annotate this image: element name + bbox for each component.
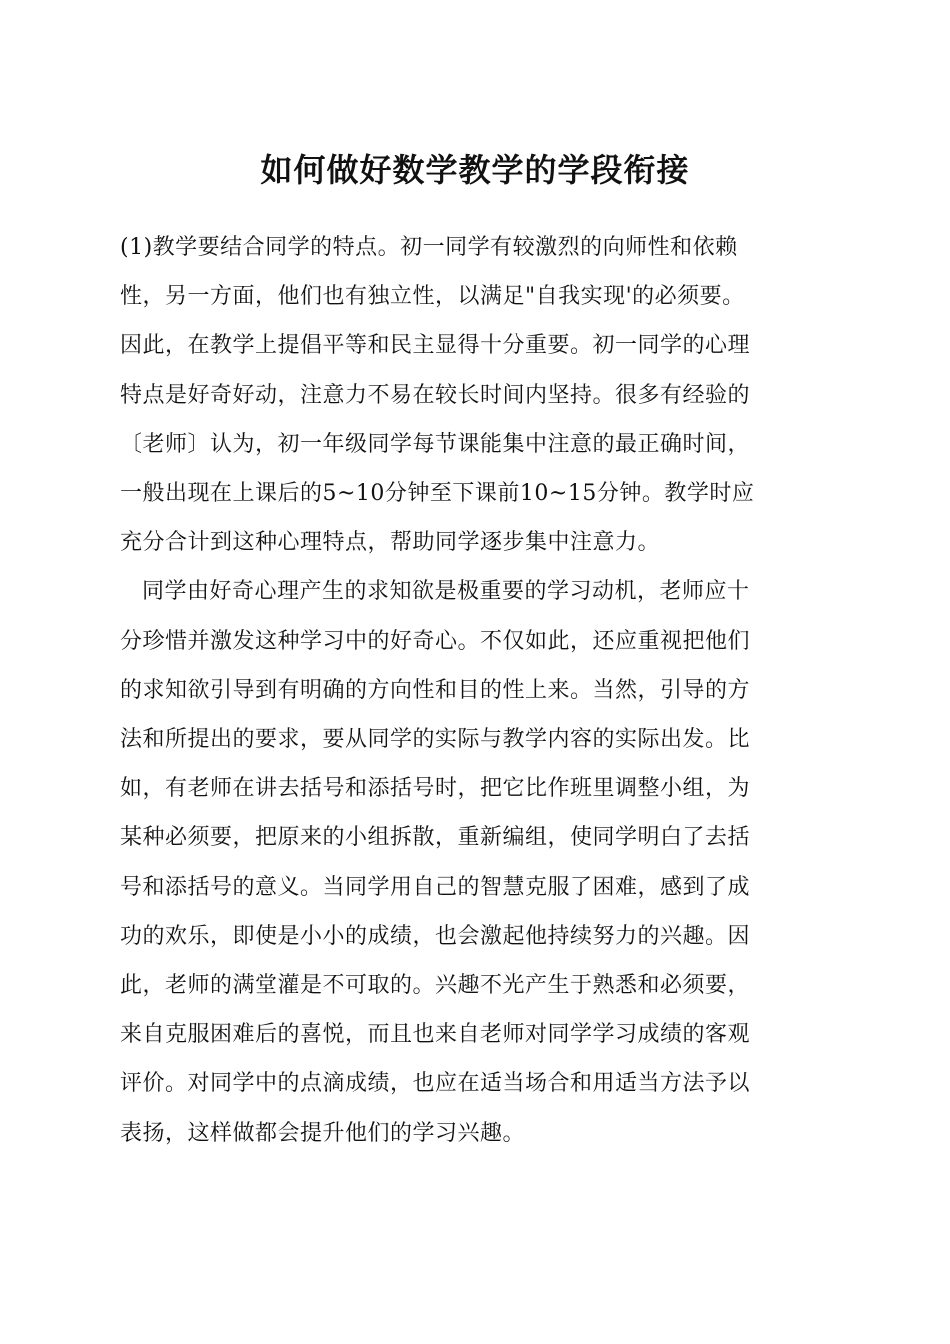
document-title: 如何做好数学教学的学段衔接 — [260, 151, 690, 189]
paragraph-2 — [120, 567, 835, 1157]
text-line: 此，老师的满堂灌是不可取的。兴趣不光产生于熟悉和必须要， — [120, 973, 751, 999]
text-line: 评价。对同学中的点滴成绩，也应在适当场合和用适当方法予以 — [120, 1071, 751, 1097]
document-body — [120, 223, 835, 1158]
text-line: 特点是好奇好动，注意力不易在较长时间内坚持。很多有经验的 — [120, 382, 751, 408]
text-line: 来自克服困难后的喜悦，而且也来自老师对同学学习成绩的客观 — [120, 1022, 751, 1048]
text-line: 某种必须要，把原来的小组拆散，重新编组，使同学明白了去括 — [120, 825, 751, 851]
text-line: (1)教学要结合同学的特点。初一同学有较激烈的向师性和依赖 — [120, 235, 738, 260]
text-line: 如，有老师在讲去括号和添括号时，把它比作班里调整小组，为 — [120, 776, 751, 802]
text-line: 充分合计到这种心理特点，帮助同学逐步集中注意力。 — [120, 530, 661, 556]
text-line: 因此，在教学上提倡平等和民主显得十分重要。初一同学的心理 — [120, 333, 751, 359]
text-line: 性，另一方面，他们也有独立性，以满足"自我实现'的必须要。 — [120, 284, 745, 310]
text-line: 号和添括号的意义。当同学用自己的智慧克服了困难，感到了成 — [120, 874, 751, 900]
text-line: 功的欢乐，即使是小小的成绩，也会激起他持续努力的兴趣。因 — [120, 923, 751, 949]
text-line: 分珍惜并激发这种学习中的好奇心。不仅如此，还应重视把他们 — [120, 628, 751, 654]
paragraph-1 — [120, 223, 835, 567]
text-line: 表扬，这样做都会提升他们的学习兴趣。 — [120, 1120, 526, 1146]
text-line: 法和所提出的要求，要从同学的实际与教学内容的实际出发。比 — [120, 727, 751, 753]
text-line: 一般出现在上课后的5~10分钟至下课前10~15分钟。教学时应 — [120, 481, 755, 507]
text-line: 〔老师〕认为，初一年级同学每节课能集中注意的最正确时间， — [120, 431, 751, 457]
text-line: 同学由好奇心理产生的求知欲是极重要的学习动机，老师应十 — [142, 579, 750, 605]
text-line: 的求知欲引导到有明确的方向性和目的性上来。当然，引导的方 — [120, 677, 751, 703]
